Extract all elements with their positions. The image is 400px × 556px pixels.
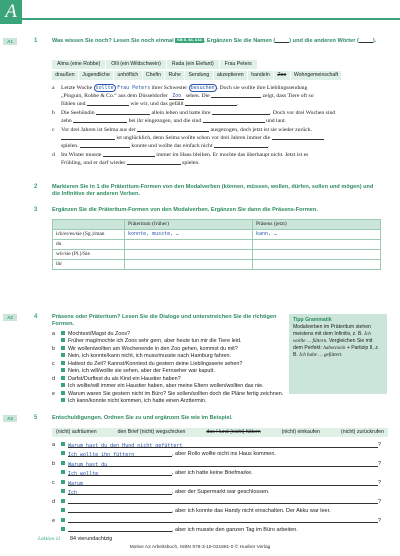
answer-row[interactable]: Ich , aber der Supermarkt war geschlossen. (52, 488, 388, 496)
word-box (52, 71, 388, 80)
handwritten-answer: Frau Peters (117, 85, 151, 91)
handwritten-answer: sollte (95, 85, 114, 91)
exercise-instruction: Ergänzen Sie die Präteritum-Formen von den Modalverben. Ergänzen Sie dann die Präsens-Formen. (52, 207, 318, 213)
phrase-item: (nicht) aufräumen (56, 429, 97, 435)
word-item: Ruhe (165, 71, 184, 80)
word-item: unhöflich (114, 71, 141, 80)
tip-title: Tipp Grammatik (293, 317, 332, 323)
exercise-number: 3 (34, 207, 38, 213)
lesson-label: Lektion 11 (38, 536, 61, 542)
answer-row[interactable]: a Warum hast du den Hund nicht gefüttert ? (52, 442, 382, 449)
answer-row[interactable]: b Warum hast du ? (52, 461, 382, 468)
name-item: Frau Peters (220, 60, 257, 69)
table-row (53, 230, 381, 240)
paragraph-b: b Die Seehündin allein leben und hatte ihre . Doch vor drei Wochen sind zehn bei ihr eingezogen, und die sind und laut. (52, 110, 336, 125)
table-cell-answer[interactable] (125, 240, 253, 250)
table-cell: wir/sie (Pl.)/Sie (53, 250, 125, 260)
phrase-item: (nicht) einkaufen (281, 429, 320, 435)
word-item: Sendung (185, 71, 212, 80)
name-item: Alma (eine Robbe) (52, 60, 105, 69)
table-row (53, 250, 381, 260)
publisher-credit: Motive A2 Arbeitsbuch, ISBN 978-3-19-031881-0 © Hueber Verlag (129, 545, 271, 550)
phrase-item-used: das Hund (nicht) füttern (206, 429, 261, 435)
table-cell-answer[interactable] (253, 260, 381, 270)
word-item: draußen (52, 71, 78, 80)
answer-row[interactable]: Ich wollte ihn füttern , aber Rollo wollte nicht ins Haus kommen. (52, 450, 388, 458)
page-number-word: vierundachtzig (77, 536, 113, 542)
table-cell: du (53, 240, 125, 250)
exercise-number: 5 (34, 415, 38, 421)
answer-row[interactable]: , aber ich konnte das Handy nicht einschalten. Der Akku war leer. (52, 507, 388, 515)
name-item: Olli (ein Wildschwein) (106, 60, 166, 69)
table-row (53, 260, 381, 270)
exercise-instruction: Präsens oder Präteritum? Lesen Sie die Dialoge und unterstreichen Sie die richtigen Formen. (52, 314, 277, 328)
exercise-number: 1 (34, 38, 38, 44)
phrase-item: (nicht) zurückrufen (341, 429, 384, 435)
page-info (38, 536, 112, 543)
table-cell-answer[interactable] (125, 260, 253, 270)
answer-row[interactable]: Ich wollte , aber ich hatte keine Briefmarke. (52, 469, 388, 477)
dialogue-e: e Warum waren Sie gestern nicht im Büro? Sie sollen/sollten doch die Pläne fertig zeichnen. Ich kann/konnte nicht kommen, ich hatte einen Arzttermin. (52, 391, 284, 405)
table-header (53, 220, 125, 230)
word-item: Jugendliche (79, 71, 113, 80)
table-cell-answer[interactable] (253, 250, 381, 260)
page-number: 84 (70, 536, 77, 542)
coursebook-reference: KB S. 84, A1b (177, 38, 202, 42)
word-item: Chefin (143, 71, 165, 80)
table-header: Präteritum (früher) (125, 220, 253, 230)
paragraph-d: d Im Winter musste immer im Haus bleiben. Er mochte das überhaupt nicht. Jetzt ist es Frühling, und er darf wieder spielen. (52, 152, 309, 167)
word-item: handeln (248, 71, 273, 80)
header-rule (22, 18, 400, 20)
dialogue-d: d Darfst/Durftest du als Kind ein Haustier haben? Ich wollte/will immer ein Haustier haben, aber meine Eltern wollen/wollten das nie. (52, 376, 264, 390)
phrase-item: den Brief (nicht) wegschicken (117, 429, 186, 435)
exercise-instruction: Was wissen Sie noch? Lesen Sie noch einmal KB S. 84, A1b . Ergänzen Sie die Namen ( ) und die anderen Wörter ( ). (52, 38, 377, 44)
word-item-used: Zoo (274, 71, 290, 80)
paragraph-c: c Vor drei Jahren ist Selma aus der ausgezogen, doch jetzt ist sie wieder zurück. ist unglücklich, denn Selma wollte schon vor drei Jahren immer die spielen. konnte und wollte das einfach nicht . (52, 126, 390, 151)
name-item: Rada (ein Elefant) (167, 60, 219, 69)
handwritten-answer: besuchen (190, 85, 215, 91)
dialogue-c: c Hattest du Zeit? Kannst/Konntest du gestern deine Lieblingsserie sehen? Nein, ich will/wollte sie sehen, aber der Fernseher war kaputt. (52, 361, 243, 375)
table-row (53, 240, 381, 250)
exercise-instruction: Markieren Sie in 1 die Präteritum-Formen von den Modalverben (können, müssen, wollen, dürfen, sollen und mögen) und die Infinitive der anderen Verben. (52, 184, 374, 198)
table-cell-answer[interactable] (253, 240, 381, 250)
grammar-tip-box: Tipp Grammatik Modalverben im Präteritum stehen meistens mit dem Infinitiv, z. B. Ich wollte … füttern. Vergleichen Sie mit dem Perfekt: haben/sein + Partizip II, z. B. Ich habe … gefüttert. (289, 314, 387, 394)
answer-row[interactable]: d ? (52, 499, 382, 505)
name-box (52, 60, 258, 69)
word-item: akzeptieren (214, 71, 247, 80)
table-cell: ich/er/es/sie (Sg.)/man (53, 230, 125, 240)
phrase-box (52, 428, 388, 437)
table-cell-answer[interactable] (125, 250, 253, 260)
preteritum-table (52, 219, 381, 270)
exercise-number: 2 (34, 184, 38, 190)
section-tag-a2: A2 (3, 314, 17, 321)
answer-row[interactable]: e ? (52, 518, 382, 524)
exercise-number: 4 (34, 314, 38, 320)
dialogue-a: a Mochtest/Magst du Zoos? Früher mag/mochte ich Zoos sehr gern, aber heute tun mir die Tiere leid. (52, 331, 242, 345)
handwritten-answer: Zoo (169, 93, 184, 100)
answer-row[interactable]: c Warum ? (52, 480, 382, 487)
section-tag-a3: A3 (3, 415, 17, 422)
exercise-instruction: Entschuldigungen. Ordnen Sie zu und ergänzen Sie wie im Beispiel. (52, 415, 233, 421)
paragraph-a: a Letzte Woche sollte Frau Peters ihrer Schwester besuchen . Doch sie wollte ihre Lieblingssendung „Pinguin, Robbe & Co.“ aus dem Düsseldorfer Zoo sehen. Die zeigt, dass Tiere oft so fühlen und wie wir, und das gefällt . (52, 85, 314, 108)
section-tag-a1: A1 (3, 38, 17, 45)
word-item: Wohngemeinschaft (291, 71, 342, 80)
answer-row[interactable]: , aber ich musste den ganzen Tag im Büro arbeiten. (52, 526, 388, 534)
table-cell-answer[interactable]: konnte, musste, … (125, 230, 253, 240)
table-header-row (53, 220, 381, 230)
table-cell: ihr (53, 260, 125, 270)
table-header: Präsens (jetzt) (253, 220, 381, 230)
dialogue-b: b Wir wollen/wollten am Wochenende in den Zoo gehen, kommst du mit? Nein, ich konnte/kann nicht, ich muss/musste nach Hamburg fahren. (52, 346, 238, 360)
table-cell-answer[interactable]: kann, … (253, 230, 381, 240)
unit-letter-badge: A (0, 0, 22, 24)
